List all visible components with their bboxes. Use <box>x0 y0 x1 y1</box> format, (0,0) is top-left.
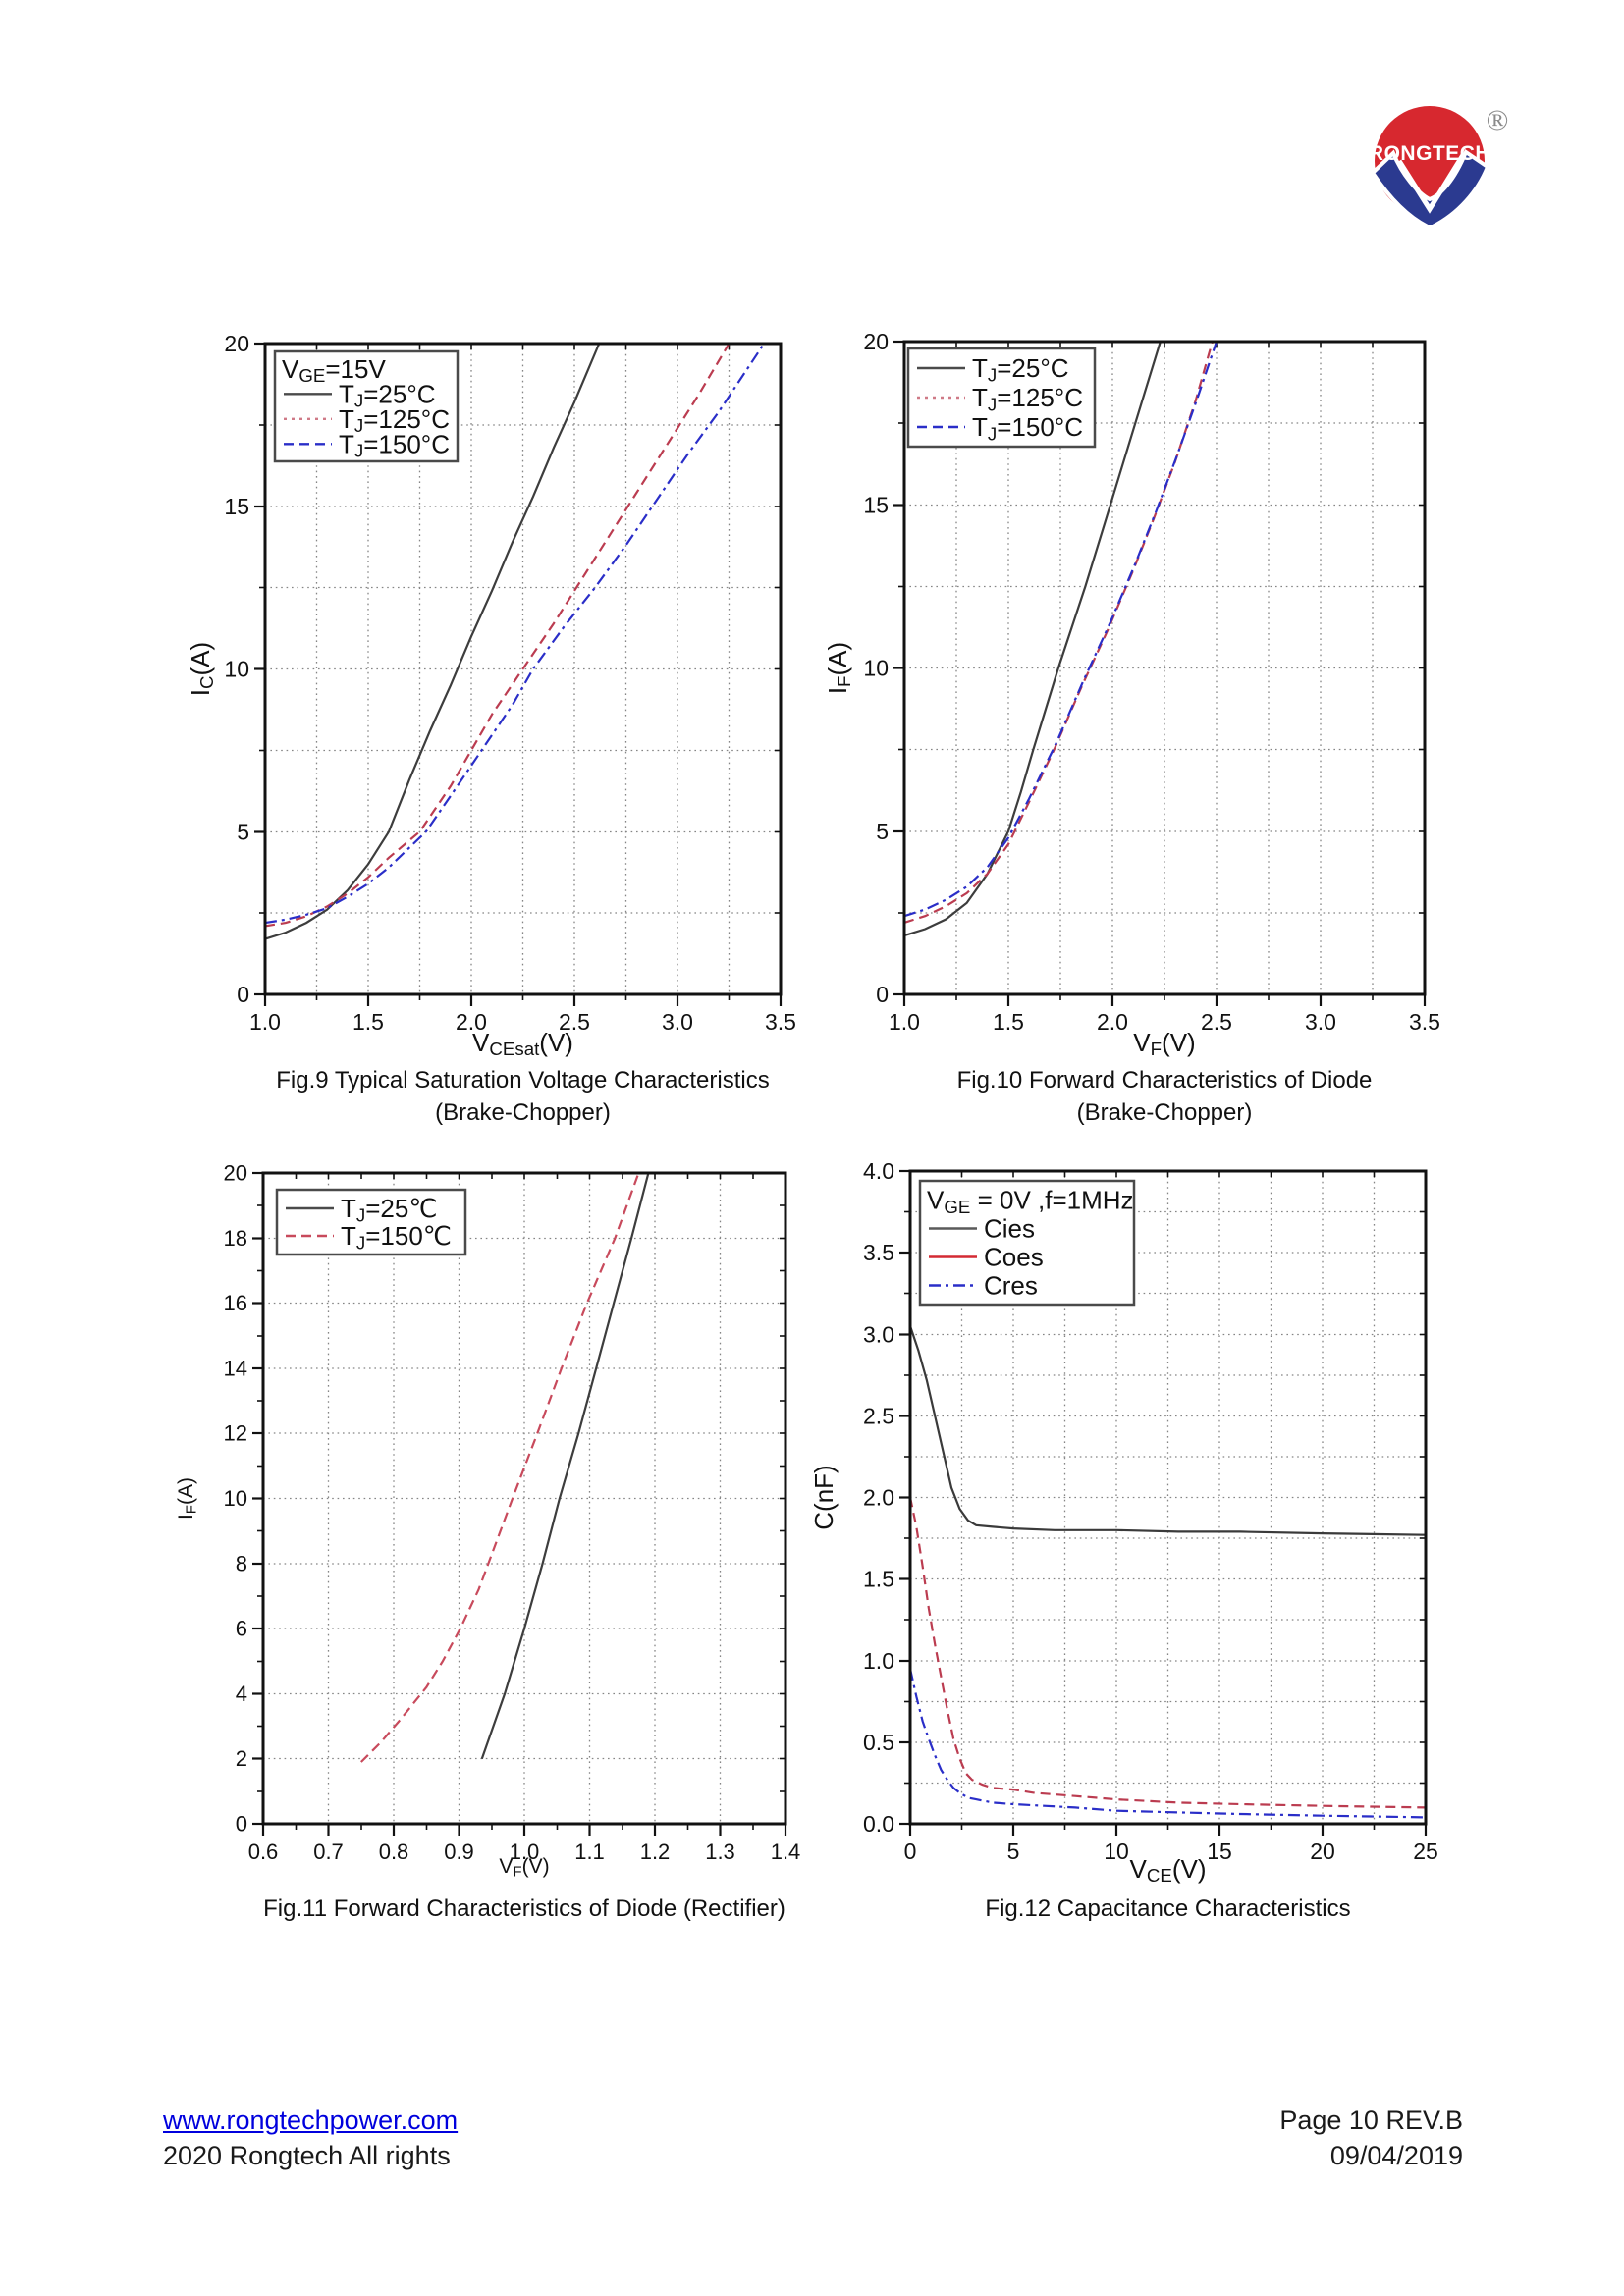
svg-text:2.0: 2.0 <box>1097 1009 1128 1035</box>
fig9-caption-line-2: (Brake-Chopper) <box>435 1099 611 1126</box>
svg-text:2.5: 2.5 <box>559 1009 590 1035</box>
fig12-capacitance-chart <box>776 1153 1463 1968</box>
fig11-caption-line-1: Fig.11 Forward Characteristics of Diode (Rectifier) <box>263 1896 785 1922</box>
svg-text:5: 5 <box>237 819 249 845</box>
svg-text:0.8: 0.8 <box>378 1840 409 1864</box>
footer-left <box>163 2103 458 2173</box>
rongtech-logo <box>1367 98 1516 238</box>
svg-text:TJ=150℃: TJ=150℃ <box>341 1221 452 1254</box>
svg-text:10: 10 <box>223 1486 247 1512</box>
svg-text:1.0: 1.0 <box>889 1009 920 1035</box>
svg-text:0.0: 0.0 <box>863 1811 894 1838</box>
svg-text:20: 20 <box>1310 1839 1335 1864</box>
svg-text:1.4: 1.4 <box>770 1840 801 1864</box>
svg-text:5: 5 <box>876 819 889 845</box>
svg-text:0: 0 <box>903 1839 917 1864</box>
fig11-y-axis-label: IF(A) <box>175 1476 200 1521</box>
svg-text:20: 20 <box>224 331 249 357</box>
svg-text:1.3: 1.3 <box>705 1840 735 1864</box>
fig12-x-axis-label: VCE(V) <box>1129 1854 1207 1887</box>
svg-text:2.0: 2.0 <box>863 1484 894 1511</box>
fig9-x-axis-label: VCEsat(V) <box>472 1028 573 1060</box>
fig10-plot <box>776 324 1463 1139</box>
registered-trademark-icon: ® <box>1486 104 1509 136</box>
svg-text:0.7: 0.7 <box>313 1840 344 1864</box>
revision-date-text: 09/04/2019 <box>1329 2141 1463 2170</box>
fig12-series-Coes <box>910 1498 1426 1808</box>
svg-text:20: 20 <box>863 329 889 355</box>
svg-text:15: 15 <box>863 492 889 518</box>
svg-text:Cres: Cres <box>984 1270 1038 1301</box>
fig9-y-axis-label: IC(A) <box>186 641 218 697</box>
svg-text:1.5: 1.5 <box>352 1009 384 1035</box>
svg-text:16: 16 <box>223 1291 247 1316</box>
svg-text:3.5: 3.5 <box>765 1009 796 1035</box>
svg-text:4.0: 4.0 <box>863 1158 894 1185</box>
fig10-x-axis-label: VF(V) <box>1133 1028 1196 1060</box>
svg-text:TJ=150°C: TJ=150°C <box>339 429 450 461</box>
svg-text:10: 10 <box>224 656 249 682</box>
svg-text:2.5: 2.5 <box>1201 1009 1232 1035</box>
website-link[interactable]: www.rongtechpower.com <box>163 2106 459 2135</box>
fig12-plot <box>776 1153 1463 1968</box>
logo-brand-text: RONGTECH <box>1368 142 1491 165</box>
svg-text:3.0: 3.0 <box>1305 1009 1336 1035</box>
svg-text:2: 2 <box>235 1746 247 1772</box>
copyright-text: 2020 Rongtech All rights <box>163 2141 451 2170</box>
svg-text:4: 4 <box>235 1682 247 1707</box>
svg-text:5: 5 <box>1006 1839 1020 1864</box>
svg-text:25: 25 <box>1413 1839 1438 1864</box>
svg-text:3.0: 3.0 <box>662 1009 693 1035</box>
svg-text:TJ=25°C: TJ=25°C <box>339 379 436 411</box>
svg-text:0: 0 <box>876 982 889 1008</box>
svg-text:3.5: 3.5 <box>1409 1009 1440 1035</box>
svg-text:TJ=125°C: TJ=125°C <box>339 403 450 436</box>
fig9-saturation-voltage-chart <box>137 324 825 1139</box>
svg-text:1.2: 1.2 <box>639 1840 671 1864</box>
svg-text:15: 15 <box>1207 1839 1232 1864</box>
svg-text:1.0: 1.0 <box>863 1648 894 1675</box>
fig11-x-axis-label: VF(V) <box>499 1855 550 1881</box>
fig10-y-axis-label: IF(A) <box>823 641 855 695</box>
fig10-caption-line-2: (Brake-Chopper) <box>1076 1099 1253 1126</box>
fig12-y-axis-label: C(nF) <box>809 1465 839 1530</box>
svg-text:TJ=125°C: TJ=125°C <box>972 383 1083 415</box>
svg-text:0: 0 <box>237 982 249 1008</box>
fig9-plot <box>137 324 825 1139</box>
svg-text:0.5: 0.5 <box>863 1730 894 1756</box>
svg-text:15: 15 <box>224 494 249 520</box>
fig10-diode-forward-chart <box>776 324 1463 1139</box>
svg-text:2.0: 2.0 <box>456 1009 487 1035</box>
rongtech-logo-graphic <box>1367 98 1516 238</box>
svg-text:20: 20 <box>223 1160 247 1186</box>
svg-text:1.0: 1.0 <box>249 1009 281 1035</box>
fig11-plot <box>137 1153 825 1968</box>
svg-text:Coes: Coes <box>984 1242 1044 1272</box>
svg-text:3.0: 3.0 <box>863 1321 894 1348</box>
fig12-legend-title: VGE = 0V ,f=1MHz <box>927 1185 1134 1217</box>
svg-text:2.5: 2.5 <box>863 1403 894 1429</box>
page-number-text: Page 10 REV.B <box>1279 2106 1463 2135</box>
svg-text:TJ=150°C: TJ=150°C <box>972 412 1083 445</box>
fig11-series-TJ-150C <box>361 1173 639 1762</box>
fig9-caption-line-1: Fig.9 Typical Saturation Voltage Characteristics <box>276 1067 770 1094</box>
svg-text:TJ=25°C: TJ=25°C <box>972 353 1069 386</box>
svg-text:Cies: Cies <box>984 1213 1036 1244</box>
footer-right <box>1279 2103 1463 2173</box>
svg-text:1.5: 1.5 <box>993 1009 1024 1035</box>
svg-text:1.1: 1.1 <box>574 1840 605 1864</box>
svg-text:1.0: 1.0 <box>509 1840 540 1864</box>
svg-text:10: 10 <box>863 655 889 681</box>
svg-text:0.9: 0.9 <box>444 1840 474 1864</box>
svg-text:0.6: 0.6 <box>247 1840 279 1864</box>
svg-text:3.5: 3.5 <box>863 1240 894 1266</box>
svg-text:12: 12 <box>223 1420 247 1446</box>
fig10-caption-line-1: Fig.10 Forward Characteristics of Diode <box>956 1067 1373 1094</box>
svg-text:1.5: 1.5 <box>863 1566 894 1592</box>
svg-text:TJ=25℃: TJ=25℃ <box>341 1194 438 1226</box>
svg-text:10: 10 <box>1104 1839 1129 1864</box>
svg-text:18: 18 <box>223 1226 247 1252</box>
fig12-caption-line-1: Fig.12 Capacitance Characteristics <box>985 1896 1351 1922</box>
svg-text:0: 0 <box>235 1811 247 1837</box>
svg-text:14: 14 <box>223 1356 247 1381</box>
svg-text:8: 8 <box>235 1551 247 1576</box>
fig11-rectifier-forward-chart <box>137 1153 825 1968</box>
fig11-series-TJ-25C <box>482 1173 649 1759</box>
fig9-legend-title: VGE=15V <box>282 353 386 387</box>
svg-text:6: 6 <box>235 1616 247 1641</box>
